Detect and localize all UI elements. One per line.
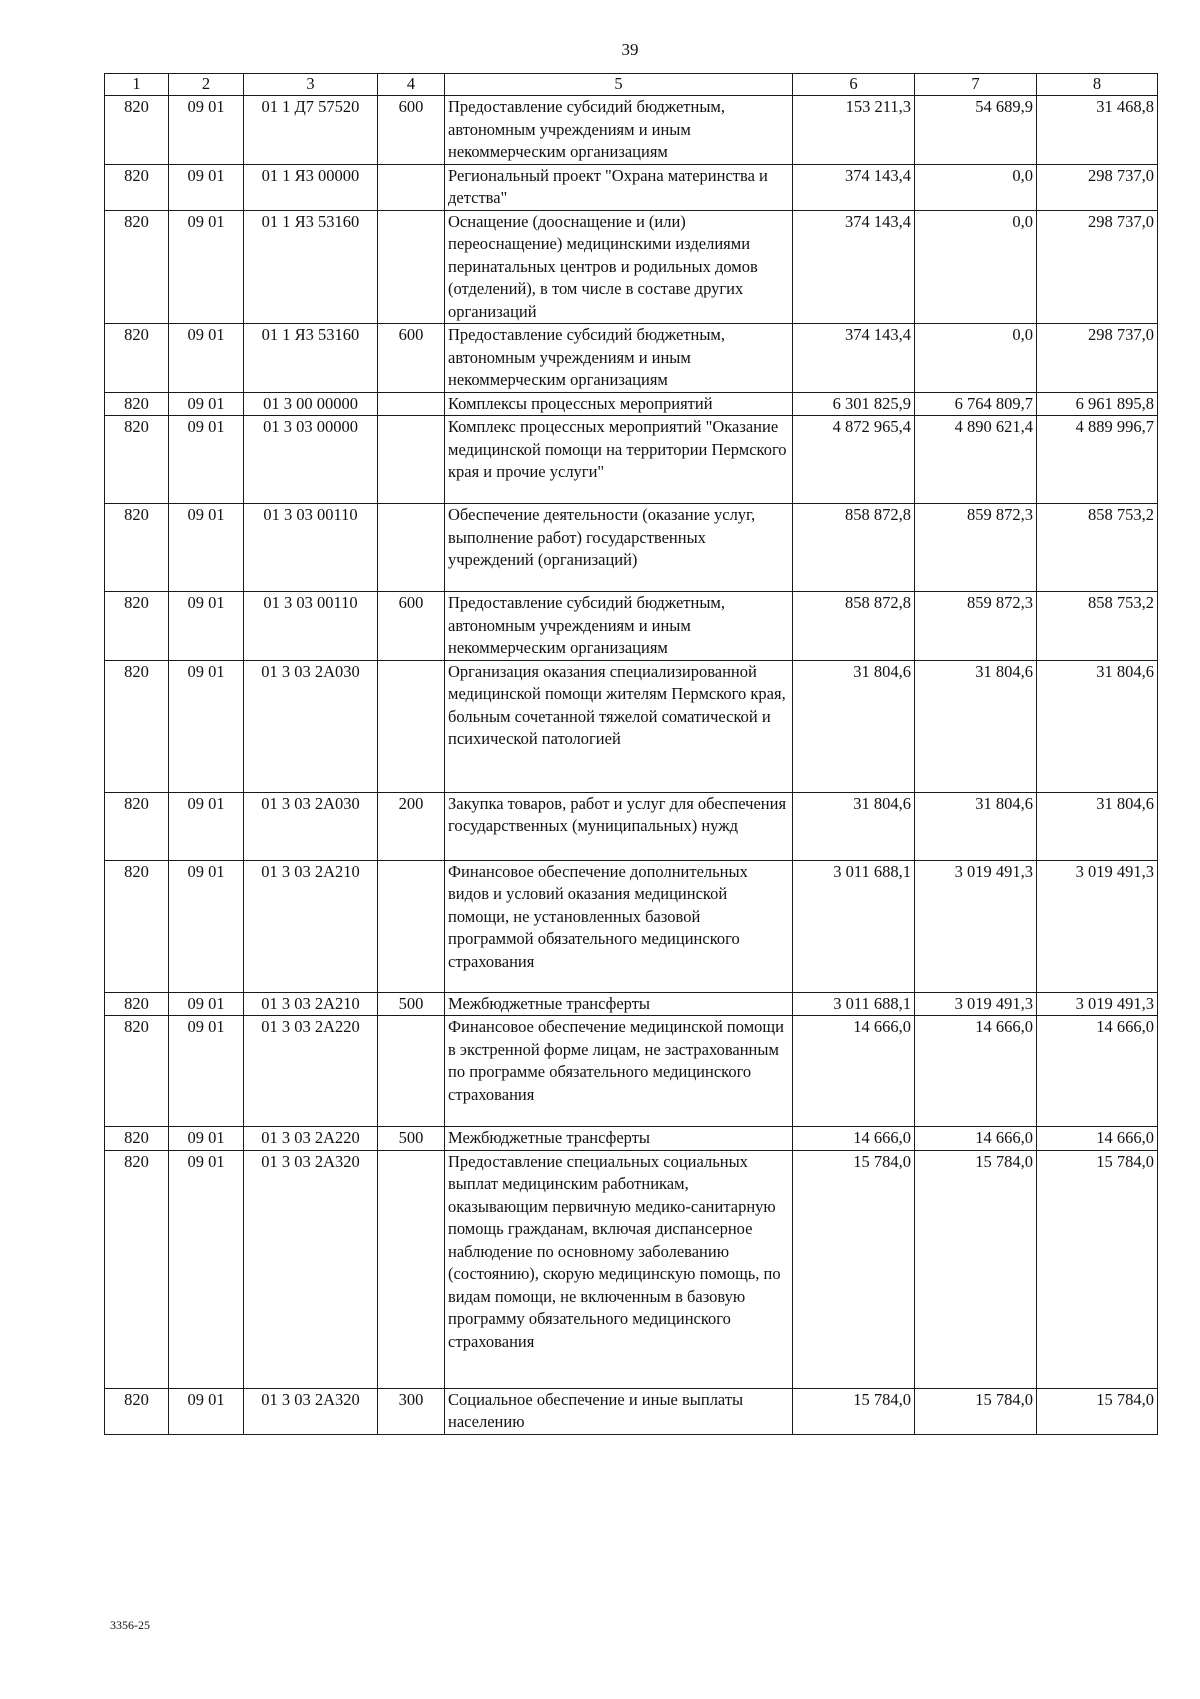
cell-grbs-code: 820: [105, 1016, 169, 1127]
cell-amount-year-2: 0,0: [915, 324, 1037, 393]
cell-amount-year-2: 31 804,6: [915, 660, 1037, 792]
cell-amount-year-2: 4 890 621,4: [915, 416, 1037, 504]
cell-grbs-code: 820: [105, 324, 169, 393]
cell-amount-year-3: 298 737,0: [1037, 324, 1158, 393]
cell-description: Обеспечение деятельности (оказание услуг, выполнение работ) государственных учреждений (организаций): [445, 504, 793, 592]
cell-amount-year-1: 858 872,8: [793, 592, 915, 661]
cell-description: Межбюджетные трансферты: [445, 1127, 793, 1151]
cell-amount-year-3: 14 666,0: [1037, 1016, 1158, 1127]
cell-description: Организация оказания специализированной медицинской помощи жителям Пермского края, больным сочетанной тяжелой соматической и психической патологией: [445, 660, 793, 792]
cell-target-article: 01 3 03 2А220: [244, 1127, 378, 1151]
cell-description: Финансовое обеспечение дополнительных видов и условий оказания медицинской помощи, не установленных базовой программой обязательного медицинского страхования: [445, 860, 793, 992]
cell-grbs-code: 820: [105, 504, 169, 592]
cell-description: Комплексы процессных мероприятий: [445, 392, 793, 416]
cell-amount-year-1: 3 011 688,1: [793, 860, 915, 992]
cell-section-code: 09 01: [169, 324, 244, 393]
cell-target-article: 01 3 03 2А320: [244, 1150, 378, 1388]
cell-target-article: 01 3 03 00110: [244, 592, 378, 661]
cell-expense-type: [378, 660, 445, 792]
cell-target-article: 01 1 Я3 53160: [244, 324, 378, 393]
cell-grbs-code: 820: [105, 992, 169, 1016]
header-col-7: 7: [915, 74, 1037, 96]
cell-expense-type: 600: [378, 96, 445, 165]
cell-amount-year-2: 14 666,0: [915, 1016, 1037, 1127]
cell-amount-year-1: 374 143,4: [793, 164, 915, 210]
cell-amount-year-3: 3 019 491,3: [1037, 992, 1158, 1016]
cell-amount-year-2: 0,0: [915, 164, 1037, 210]
cell-grbs-code: 820: [105, 1150, 169, 1388]
table-row: [105, 96, 1158, 165]
table-row: [105, 792, 1158, 860]
cell-target-article: 01 3 00 00000: [244, 392, 378, 416]
cell-description: Оснащение (дооснащение и (или) переоснащение) медицинскими изделиями перинатальных центров и родильных домов (отделений), в том числе в составе других организаций: [445, 210, 793, 324]
cell-amount-year-1: 15 784,0: [793, 1388, 915, 1434]
table-row: [105, 392, 1158, 416]
cell-amount-year-3: 6 961 895,8: [1037, 392, 1158, 416]
cell-amount-year-2: 859 872,3: [915, 592, 1037, 661]
cell-amount-year-1: 374 143,4: [793, 324, 915, 393]
cell-amount-year-3: 3 019 491,3: [1037, 860, 1158, 992]
cell-amount-year-1: 4 872 965,4: [793, 416, 915, 504]
table-row: [105, 504, 1158, 592]
cell-target-article: 01 1 Я3 00000: [244, 164, 378, 210]
cell-expense-type: [378, 416, 445, 504]
cell-expense-type: 300: [378, 1388, 445, 1434]
cell-target-article: 01 1 Я3 53160: [244, 210, 378, 324]
cell-grbs-code: 820: [105, 416, 169, 504]
cell-description: Предоставление специальных социальных выплат медицинским работникам, оказывающим первичную медико-санитарную помощь гражданам, включая диспансерное наблюдение по основному заболеванию (состоянию), скорую медицинскую помощь, по видам помощи, не включенным в базовую программу обязательного медицинского страхования: [445, 1150, 793, 1388]
cell-section-code: 09 01: [169, 392, 244, 416]
cell-amount-year-1: 153 211,3: [793, 96, 915, 165]
cell-section-code: 09 01: [169, 860, 244, 992]
table-row: [105, 1016, 1158, 1127]
cell-target-article: 01 1 Д7 57520: [244, 96, 378, 165]
cell-target-article: 01 3 03 2А210: [244, 992, 378, 1016]
cell-amount-year-1: 3 011 688,1: [793, 992, 915, 1016]
cell-grbs-code: 820: [105, 660, 169, 792]
header-col-4: 4: [378, 74, 445, 96]
cell-amount-year-2: 3 019 491,3: [915, 860, 1037, 992]
table-row: [105, 1127, 1158, 1151]
cell-amount-year-1: 15 784,0: [793, 1150, 915, 1388]
cell-grbs-code: 820: [105, 1388, 169, 1434]
cell-grbs-code: 820: [105, 96, 169, 165]
cell-amount-year-3: 4 889 996,7: [1037, 416, 1158, 504]
cell-grbs-code: 820: [105, 792, 169, 860]
cell-description: Закупка товаров, работ и услуг для обеспечения государственных (муниципальных) нужд: [445, 792, 793, 860]
table-row: [105, 164, 1158, 210]
cell-amount-year-2: 15 784,0: [915, 1150, 1037, 1388]
cell-target-article: 01 3 03 2А030: [244, 792, 378, 860]
cell-section-code: 09 01: [169, 660, 244, 792]
cell-amount-year-2: 14 666,0: [915, 1127, 1037, 1151]
cell-amount-year-1: 374 143,4: [793, 210, 915, 324]
cell-expense-type: [378, 860, 445, 992]
cell-amount-year-3: 14 666,0: [1037, 1127, 1158, 1151]
cell-amount-year-1: 14 666,0: [793, 1127, 915, 1151]
table-row: [105, 210, 1158, 324]
cell-amount-year-2: 15 784,0: [915, 1388, 1037, 1434]
cell-target-article: 01 3 03 2А220: [244, 1016, 378, 1127]
cell-target-article: 01 3 03 00000: [244, 416, 378, 504]
cell-section-code: 09 01: [169, 1388, 244, 1434]
cell-grbs-code: 820: [105, 1127, 169, 1151]
cell-amount-year-3: 298 737,0: [1037, 164, 1158, 210]
header-col-8: 8: [1037, 74, 1158, 96]
cell-section-code: 09 01: [169, 792, 244, 860]
header-col-1: 1: [105, 74, 169, 96]
cell-section-code: 09 01: [169, 416, 244, 504]
cell-amount-year-3: 31 804,6: [1037, 660, 1158, 792]
cell-grbs-code: 820: [105, 592, 169, 661]
cell-grbs-code: 820: [105, 392, 169, 416]
cell-grbs-code: 820: [105, 860, 169, 992]
cell-description: Предоставление субсидий бюджетным, автономным учреждениям и иным некоммерческим организациям: [445, 96, 793, 165]
cell-expense-type: [378, 164, 445, 210]
cell-amount-year-3: 298 737,0: [1037, 210, 1158, 324]
table-header-row: [105, 74, 1158, 96]
table-row: [105, 324, 1158, 393]
cell-expense-type: [378, 1016, 445, 1127]
cell-section-code: 09 01: [169, 504, 244, 592]
cell-amount-year-2: 859 872,3: [915, 504, 1037, 592]
table-row: [105, 1150, 1158, 1388]
cell-expense-type: [378, 392, 445, 416]
cell-description: Социальное обеспечение и иные выплаты населению: [445, 1388, 793, 1434]
cell-expense-type: 600: [378, 324, 445, 393]
header-col-5: 5: [445, 74, 793, 96]
cell-expense-type: 600: [378, 592, 445, 661]
cell-section-code: 09 01: [169, 592, 244, 661]
cell-description: Финансовое обеспечение медицинской помощи в экстренной форме лицам, не застрахованным по программе обязательного медицинского страхования: [445, 1016, 793, 1127]
cell-section-code: 09 01: [169, 1127, 244, 1151]
table-row: [105, 660, 1158, 792]
table-row: [105, 416, 1158, 504]
cell-description: Региональный проект "Охрана материнства и детства": [445, 164, 793, 210]
cell-target-article: 01 3 03 2А210: [244, 860, 378, 992]
cell-section-code: 09 01: [169, 1016, 244, 1127]
cell-expense-type: 500: [378, 1127, 445, 1151]
table-row: [105, 860, 1158, 992]
header-col-3: 3: [244, 74, 378, 96]
cell-amount-year-1: 6 301 825,9: [793, 392, 915, 416]
cell-amount-year-3: 858 753,2: [1037, 592, 1158, 661]
cell-target-article: 01 3 03 00110: [244, 504, 378, 592]
cell-section-code: 09 01: [169, 164, 244, 210]
cell-target-article: 01 3 03 2А030: [244, 660, 378, 792]
cell-section-code: 09 01: [169, 96, 244, 165]
cell-section-code: 09 01: [169, 992, 244, 1016]
cell-description: Предоставление субсидий бюджетным, автономным учреждениям и иным некоммерческим организациям: [445, 324, 793, 393]
cell-target-article: 01 3 03 2А320: [244, 1388, 378, 1434]
cell-amount-year-2: 0,0: [915, 210, 1037, 324]
cell-description: Предоставление субсидий бюджетным, автономным учреждениям и иным некоммерческим организациям: [445, 592, 793, 661]
cell-amount-year-1: 31 804,6: [793, 660, 915, 792]
cell-description: Межбюджетные трансферты: [445, 992, 793, 1016]
cell-amount-year-3: 31 804,6: [1037, 792, 1158, 860]
cell-grbs-code: 820: [105, 164, 169, 210]
cell-expense-type: 500: [378, 992, 445, 1016]
table-row: [105, 592, 1158, 661]
cell-expense-type: [378, 210, 445, 324]
cell-amount-year-2: 3 019 491,3: [915, 992, 1037, 1016]
document-code: 3356-25: [110, 1618, 150, 1632]
table-row: [105, 1388, 1158, 1434]
cell-amount-year-3: 15 784,0: [1037, 1388, 1158, 1434]
cell-amount-year-2: 6 764 809,7: [915, 392, 1037, 416]
cell-section-code: 09 01: [169, 1150, 244, 1388]
budget-table: [104, 73, 1158, 1435]
cell-amount-year-2: 31 804,6: [915, 792, 1037, 860]
page-number: 39: [621, 40, 639, 59]
cell-section-code: 09 01: [169, 210, 244, 324]
cell-amount-year-3: 858 753,2: [1037, 504, 1158, 592]
table-row: [105, 992, 1158, 1016]
cell-amount-year-3: 31 468,8: [1037, 96, 1158, 165]
cell-expense-type: [378, 1150, 445, 1388]
header-col-6: 6: [793, 74, 915, 96]
cell-amount-year-1: 858 872,8: [793, 504, 915, 592]
cell-description: Комплекс процессных мероприятий "Оказание медицинской помощи на территории Пермского края и прочие услуги": [445, 416, 793, 504]
cell-expense-type: 200: [378, 792, 445, 860]
cell-amount-year-1: 14 666,0: [793, 1016, 915, 1127]
header-col-2: 2: [169, 74, 244, 96]
cell-grbs-code: 820: [105, 210, 169, 324]
cell-amount-year-2: 54 689,9: [915, 96, 1037, 165]
cell-amount-year-1: 31 804,6: [793, 792, 915, 860]
cell-amount-year-3: 15 784,0: [1037, 1150, 1158, 1388]
cell-expense-type: [378, 504, 445, 592]
